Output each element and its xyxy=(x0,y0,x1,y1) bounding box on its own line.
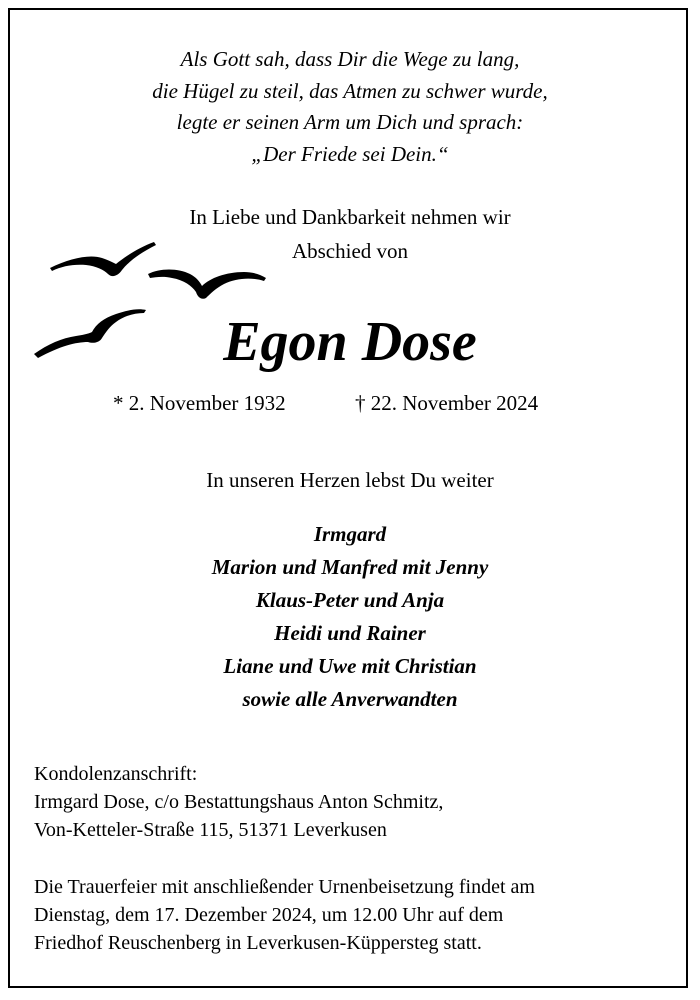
family-list xyxy=(0,518,700,716)
poem-line: „Der Friede sei Dein.“ xyxy=(251,141,449,166)
ceremony-line-2: Dienstag, dem 17. Dezember 2024, um 12.00 Uhr auf dem xyxy=(34,904,504,926)
family-member: Irmgard xyxy=(313,522,387,546)
memorial-tagline: In unseren Herzen lebst Du weiter xyxy=(206,468,494,492)
condolence-heading: Kondolenzanschrift: xyxy=(34,763,198,785)
condolence-address xyxy=(34,760,443,844)
death-date: † 22. November 2024 xyxy=(355,391,539,415)
poem xyxy=(0,44,700,170)
bird-icon xyxy=(148,270,266,299)
poem-line: die Hügel zu steil, das Atmen zu schwer wurde, xyxy=(152,78,548,103)
birth-date: * 2. November 1932 xyxy=(113,391,286,415)
poem-line: Als Gott sah, dass Dir die Wege zu lang, xyxy=(180,47,520,71)
family-member: Liane und Uwe mit Christian xyxy=(223,654,477,678)
family-member: Heidi und Rainer xyxy=(274,621,426,645)
deceased-name: Egon Dose xyxy=(223,311,477,373)
ceremony-info xyxy=(34,873,535,957)
family-member: sowie alle Anverwandten xyxy=(242,687,458,711)
family-member: Klaus-Peter und Anja xyxy=(255,588,445,612)
ceremony-line-1: Die Trauerfeier mit anschließender Urnenbeisetzung findet am xyxy=(34,876,535,898)
intro-line-1: In Liebe und Dankbarkeit nehmen wir xyxy=(189,205,511,229)
poem-line: legte er seinen Arm um Dich und sprach: xyxy=(176,110,524,134)
family-member: Marion und Manfred mit Jenny xyxy=(211,555,489,579)
bird-icon xyxy=(50,242,156,276)
intro-line-2: Abschied von xyxy=(291,239,409,263)
condolence-line-2: Von-Ketteler-Straße 115, 51371 Leverkusen xyxy=(34,819,387,841)
ceremony-line-3: Friedhof Reuschenberg in Leverkusen-Küppersteg statt. xyxy=(34,932,482,954)
condolence-line-1: Irmgard Dose, c/o Bestattungshaus Anton Schmitz, xyxy=(34,791,444,813)
